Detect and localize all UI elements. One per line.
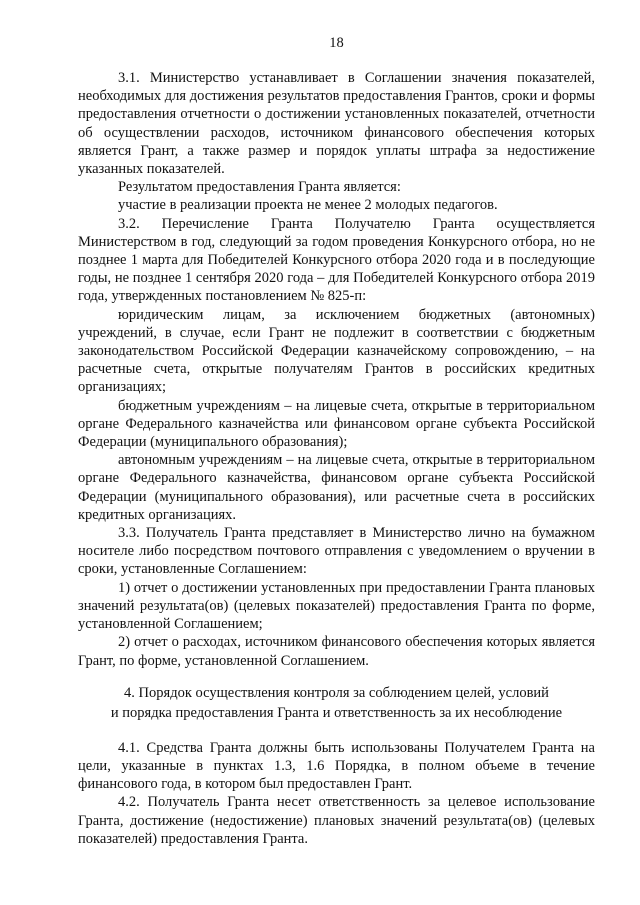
paragraph-grant-result-intro: Результатом предоставления Гранта является: — [118, 179, 401, 196]
paragraph-budget-institutions: бюджетным учреждениям – на лицевые счета, открытые в территориальном органе Федерального казначейства или финансовом органе субъекта Российской Федерации (муниципального образования); — [78, 397, 595, 451]
paragraph-autonomous-institutions: автономным учреждениям – на лицевые счета, открытые в территориальном органе Федерального казначейства, финансовом органе субъекта Российской Федерации (муниципального образования), или расчетные счета в российских кредитных организациях. — [78, 452, 595, 523]
paragraph-3-1: 3.1. Министерство устанавливает в Соглашении значения показателей, необходимых для достижения результатов предоставления Грантов, сроки и формы предоставления отчетности о достижении установленных показателей, отчетности об осуществлении расходов, источником финансового обеспечения которых является Грант, а также размер и порядок уплаты штрафа за недостижение указанных показателей. — [78, 70, 595, 178]
paragraph-legal-entities: юридическим лицам, за исключением бюджетных (автономных) учреждений, в случае, если Грант не подлежит в соответствии с бюджетным законодательством Российской Федерации казначейскому сопровождению, – на расчетные счета, открытые получателям Грантов в российских кредитных организациях; — [78, 306, 595, 396]
paragraph-report-2: 2) отчет о расходах, источником финансового обеспечения которых является Грант, по форме, установленной Соглашением. — [78, 634, 595, 669]
paragraph-report-1: 1) отчет о достижении установленных при предоставлении Гранта плановых значений результата(ов) (целевых показателей) предоставления Гранта по форме, установленной Соглашением; — [78, 579, 595, 633]
paragraph-grant-result: участие в реализации проекта не менее 2 молодых педагогов. — [118, 197, 498, 214]
paragraph-3-2: 3.2. Перечисление Гранта Получателю Гранта осуществляется Министерством в год, следующий за годом проведения Конкурсного отбора, но не позднее 1 марта для Победителей Конкурсного отбора 2020 года и в последующие годы, не позднее 1 сентября 2020 года – для Победителей Конкурсного отбора 2019 года, утвержденных постановлением № 825-п: — [78, 215, 595, 305]
section-heading — [78, 683, 595, 724]
paragraph-3-3: 3.3. Получатель Гранта представляет в Министерство лично на бумажном носителе либо посредством почтового отправления с уведомлением о вручении в сроки, установленные Соглашением: — [78, 525, 595, 578]
paragraph-4-2: 4.2. Получатель Гранта несет ответственность за целевое использование Гранта, достижение (недостижение) плановых значений результата(ов) (целевых показателей) предоставления Гранта. — [78, 794, 595, 847]
section-heading-line-2: и порядка предоставления Гранта и ответственность за их несоблюдение — [110, 705, 563, 722]
document-body — [78, 69, 595, 848]
paragraph-4-1: 4.1. Средства Гранта должны быть использованы Получателем Гранта на цели, указанные в пунктах 1.3, 1.6 Порядка, в полном объеме в течение финансового года, в котором был предоставлен Грант. — [78, 739, 595, 793]
page-number: 18 — [329, 35, 344, 51]
section-heading-line-1: 4. Порядок осуществления контроля за соблюдением целей, условий — [124, 684, 549, 701]
